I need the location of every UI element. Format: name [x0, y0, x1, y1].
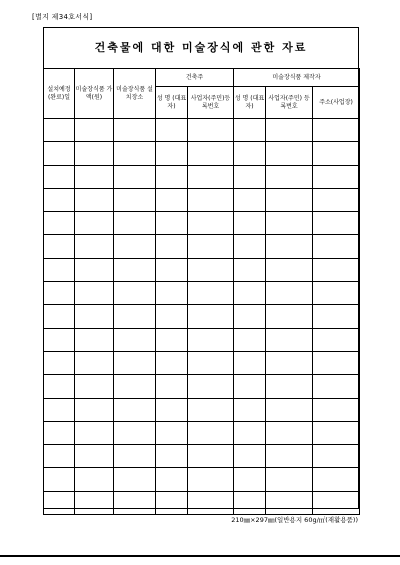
entry-cell[interactable] [266, 282, 313, 305]
header-owner-regno: 사업자(주민)등록번호 [188, 87, 234, 119]
entry-cell[interactable] [114, 119, 156, 142]
entry-cell[interactable] [313, 188, 360, 211]
entry-cell[interactable] [75, 398, 114, 421]
form-title: 건축물에 대한 미술장식에 관한 자료 [94, 41, 308, 54]
entry-cell[interactable] [234, 328, 266, 351]
entry-cell[interactable] [234, 212, 266, 235]
entry-cell[interactable] [266, 305, 313, 328]
entry-cell[interactable] [313, 235, 360, 258]
table-row [44, 165, 360, 188]
entry-cell[interactable] [44, 235, 75, 258]
entry-cell[interactable] [313, 398, 360, 421]
entry-cell[interactable] [75, 328, 114, 351]
entry-cell[interactable] [234, 282, 266, 305]
bottom-divider [0, 555, 400, 557]
entry-cell[interactable] [75, 468, 114, 491]
entry-cell[interactable] [44, 142, 75, 165]
entry-cell[interactable] [156, 328, 188, 351]
entry-cell[interactable] [188, 375, 234, 398]
entry-cell[interactable] [188, 328, 234, 351]
entry-cell[interactable] [156, 398, 188, 421]
table-row [44, 468, 360, 491]
entry-cell[interactable] [75, 165, 114, 188]
entry-cell[interactable] [313, 351, 360, 374]
form-frame [43, 27, 359, 509]
entry-cell[interactable] [44, 398, 75, 421]
entry-cell[interactable] [266, 235, 313, 258]
entry-cell[interactable] [234, 235, 266, 258]
entry-cell[interactable] [188, 421, 234, 444]
header-owner-name: 성 명 (대표자) [156, 87, 188, 119]
table-row [44, 188, 360, 211]
entry-cell[interactable] [75, 142, 114, 165]
entry-cell[interactable] [266, 258, 313, 281]
entry-cell[interactable] [75, 119, 114, 142]
entry-cell[interactable] [266, 445, 313, 468]
table-row [44, 235, 360, 258]
entry-cell[interactable] [188, 188, 234, 211]
table-row [44, 398, 360, 421]
entry-cell[interactable] [313, 119, 360, 142]
entry-cell[interactable] [44, 375, 75, 398]
entry-cell[interactable] [44, 468, 75, 491]
entry-cell[interactable] [234, 165, 266, 188]
entry-cell[interactable] [156, 445, 188, 468]
table-row [44, 258, 360, 281]
entry-cell[interactable] [44, 282, 75, 305]
entry-cell[interactable] [266, 142, 313, 165]
entry-cell[interactable] [44, 305, 75, 328]
entry-cell[interactable] [188, 142, 234, 165]
entry-cell[interactable] [266, 398, 313, 421]
entry-cell[interactable] [156, 235, 188, 258]
entry-cell[interactable] [44, 421, 75, 444]
entry-cell[interactable] [156, 305, 188, 328]
entry-cell[interactable] [75, 305, 114, 328]
entry-cell[interactable] [114, 235, 156, 258]
entry-cell[interactable] [44, 165, 75, 188]
entry-cell[interactable] [156, 351, 188, 374]
entry-cell[interactable] [234, 188, 266, 211]
entry-cell[interactable] [266, 375, 313, 398]
entry-cell[interactable] [156, 375, 188, 398]
entry-cell[interactable] [234, 258, 266, 281]
entry-cell[interactable] [44, 328, 75, 351]
entry-cell[interactable] [313, 165, 360, 188]
entry-cell[interactable] [156, 282, 188, 305]
entry-cell[interactable] [44, 258, 75, 281]
entry-cell[interactable] [266, 188, 313, 211]
entry-cell[interactable] [114, 282, 156, 305]
header-art-price: 미술장식품 가액(원) [75, 69, 114, 119]
entry-cell[interactable] [75, 491, 114, 514]
entry-cell[interactable] [114, 351, 156, 374]
entry-cell[interactable] [188, 305, 234, 328]
entry-cell[interactable] [313, 421, 360, 444]
table-row [44, 445, 360, 468]
entry-cell[interactable] [313, 491, 360, 514]
entry-cell[interactable] [188, 258, 234, 281]
entry-cell[interactable] [234, 305, 266, 328]
entry-cell[interactable] [44, 491, 75, 514]
entry-cell[interactable] [188, 445, 234, 468]
entry-cell[interactable] [156, 468, 188, 491]
entry-cell[interactable] [75, 212, 114, 235]
header-maker-group: 미술장식품 제작자 [234, 69, 360, 87]
entry-cell[interactable] [114, 258, 156, 281]
entry-cell[interactable] [114, 165, 156, 188]
header-maker-address: 주소(사업장) [313, 87, 360, 119]
entry-cell[interactable] [266, 351, 313, 374]
entry-cell[interactable] [188, 491, 234, 514]
entry-cell[interactable] [44, 351, 75, 374]
art-decoration-table [43, 68, 360, 515]
entry-cell[interactable] [114, 142, 156, 165]
entry-cell[interactable] [188, 119, 234, 142]
entry-cell[interactable] [313, 282, 360, 305]
entry-cell[interactable] [75, 421, 114, 444]
header-install-place: 미술장식품 설치장소 [114, 69, 156, 119]
table-row [44, 119, 360, 142]
entry-cell[interactable] [114, 305, 156, 328]
entry-cell[interactable] [313, 258, 360, 281]
entry-cell[interactable] [313, 142, 360, 165]
entry-cell[interactable] [313, 212, 360, 235]
entry-cell[interactable] [234, 421, 266, 444]
entry-cell[interactable] [114, 421, 156, 444]
entry-cell[interactable] [188, 235, 234, 258]
entry-cell[interactable] [75, 282, 114, 305]
entry-cell[interactable] [75, 445, 114, 468]
entry-cell[interactable] [114, 328, 156, 351]
entry-cell[interactable] [156, 142, 188, 165]
entry-cell[interactable] [114, 468, 156, 491]
entry-cell[interactable] [313, 305, 360, 328]
entry-cell[interactable] [44, 445, 75, 468]
entry-cell[interactable] [75, 351, 114, 374]
entry-cell[interactable] [114, 491, 156, 514]
header-install-date: 설치예정(완료)일 [44, 69, 75, 119]
table-row [44, 328, 360, 351]
entry-cell[interactable] [44, 119, 75, 142]
entry-cell[interactable] [75, 235, 114, 258]
header-maker-regno: 사업자(주민) 등록번호 [266, 87, 313, 119]
entry-cell[interactable] [156, 119, 188, 142]
entry-cell[interactable] [234, 445, 266, 468]
entry-cell[interactable] [266, 212, 313, 235]
entry-cell[interactable] [313, 328, 360, 351]
entry-cell[interactable] [156, 212, 188, 235]
entry-cell[interactable] [156, 421, 188, 444]
table-row [44, 491, 360, 514]
entry-cell[interactable] [234, 142, 266, 165]
form-number: [별지 제34호서식] [32, 13, 93, 21]
entry-cell[interactable] [234, 398, 266, 421]
entry-cell[interactable] [156, 165, 188, 188]
entry-cell[interactable] [313, 468, 360, 491]
header-maker-name: 성 명 (대표자) [234, 87, 266, 119]
table-row [44, 421, 360, 444]
entry-cell[interactable] [44, 212, 75, 235]
entry-cell[interactable] [234, 468, 266, 491]
entry-cell[interactable] [114, 445, 156, 468]
table-body [44, 119, 360, 515]
entry-cell[interactable] [234, 351, 266, 374]
header-owner-group: 건축주 [156, 69, 234, 87]
entry-cell[interactable] [75, 375, 114, 398]
entry-cell[interactable] [234, 491, 266, 514]
entry-cell[interactable] [188, 165, 234, 188]
entry-cell[interactable] [266, 119, 313, 142]
entry-cell[interactable] [188, 212, 234, 235]
entry-cell[interactable] [188, 351, 234, 374]
table-row [44, 212, 360, 235]
entry-cell[interactable] [313, 445, 360, 468]
entry-cell[interactable] [156, 258, 188, 281]
table-row [44, 282, 360, 305]
entry-cell[interactable] [75, 258, 114, 281]
entry-cell[interactable] [266, 421, 313, 444]
entry-cell[interactable] [156, 491, 188, 514]
table-row [44, 351, 360, 374]
entry-cell[interactable] [44, 188, 75, 211]
entry-cell[interactable] [114, 212, 156, 235]
entry-cell[interactable] [234, 119, 266, 142]
entry-cell[interactable] [188, 282, 234, 305]
entry-cell[interactable] [114, 375, 156, 398]
entry-cell[interactable] [114, 398, 156, 421]
entry-cell[interactable] [114, 188, 156, 211]
entry-cell[interactable] [266, 468, 313, 491]
entry-cell[interactable] [266, 491, 313, 514]
entry-cell[interactable] [188, 398, 234, 421]
table-row [44, 305, 360, 328]
entry-cell[interactable] [266, 165, 313, 188]
table-row [44, 142, 360, 165]
paper-spec-note: 210㎜×297㎜(일반용지 60g/㎡(재활용품)) [231, 516, 358, 524]
entry-cell[interactable] [156, 188, 188, 211]
entry-cell[interactable] [188, 468, 234, 491]
entry-cell[interactable] [313, 375, 360, 398]
entry-cell[interactable] [266, 328, 313, 351]
entry-cell[interactable] [234, 375, 266, 398]
entry-cell[interactable] [75, 188, 114, 211]
table-row [44, 375, 360, 398]
